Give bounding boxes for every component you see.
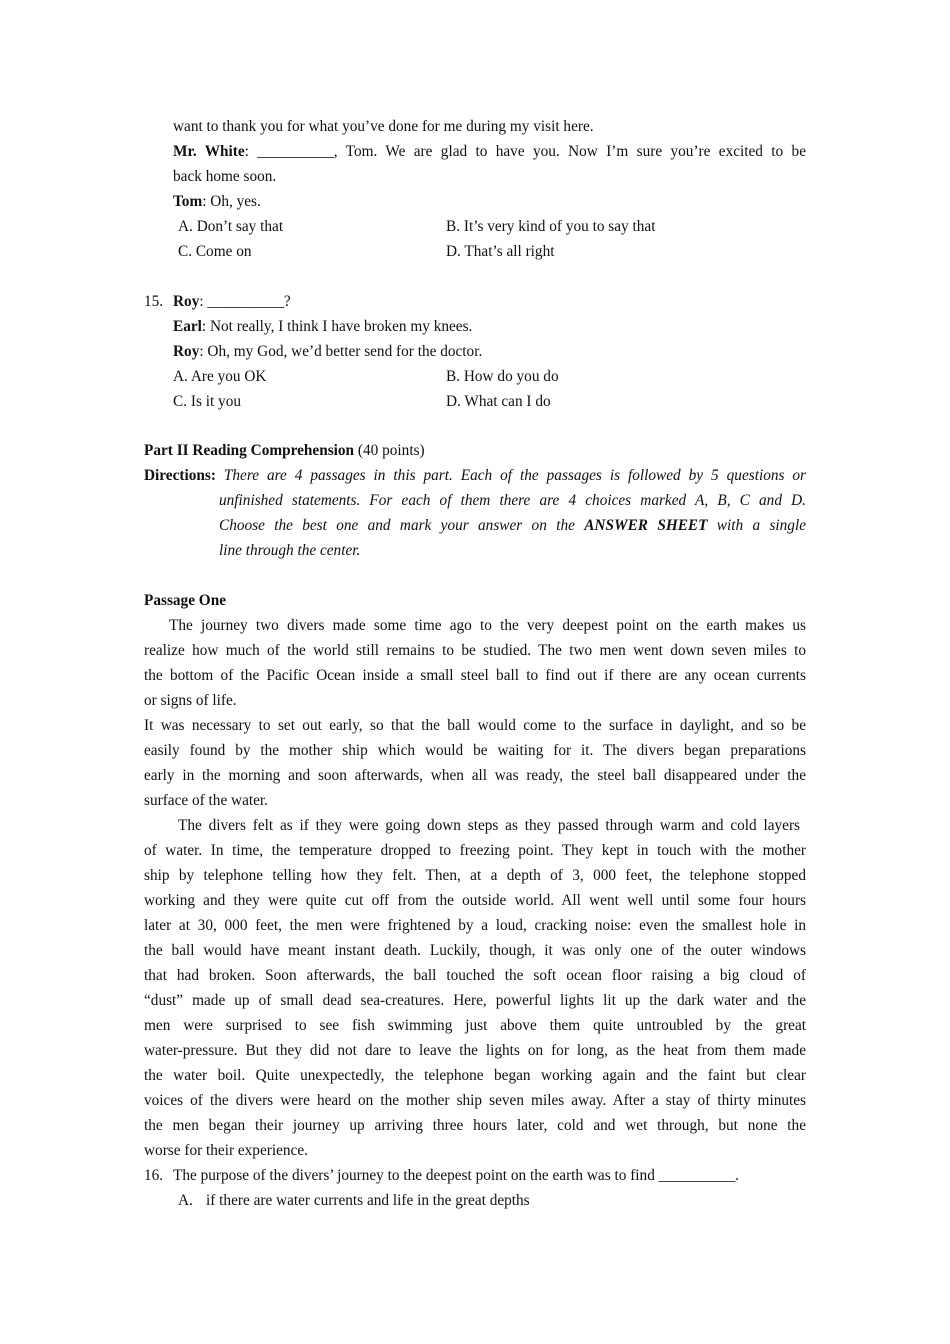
q15-number: 15. xyxy=(144,293,164,310)
passage-line: the bottom of the Pacific Ocean inside a small steel ball to find out if there are any ocean currents xyxy=(144,667,806,684)
q16-stem: The purpose of the divers’ journey to the deepest point on the earth was to find __________. xyxy=(173,1167,739,1184)
passage-title: Passage One xyxy=(144,592,227,609)
passage-line: or signs of life. xyxy=(144,692,237,709)
q14-white-line xyxy=(173,140,806,165)
earl-text: : Not really, I think I have broken my knees. xyxy=(201,318,473,335)
passage-line: worse for their experience. xyxy=(144,1142,308,1159)
q15-roy-line xyxy=(173,290,291,315)
q16-option-a-text: if there are water currents and life in the great depths xyxy=(206,1192,530,1209)
speaker-roy: Roy xyxy=(173,293,200,310)
tom-text: : Oh, yes. xyxy=(202,193,261,210)
passage-line: The divers felt as if they were going down steps as they passed through warm and cold layers xyxy=(178,817,800,834)
part2-title: Part II Reading Comprehension xyxy=(144,442,355,459)
q14-option-a: A. Don’t say that xyxy=(178,218,284,235)
speaker-tom: Tom xyxy=(173,193,203,210)
part2-heading xyxy=(144,439,425,464)
q14-option-c: C. Come on xyxy=(178,243,252,260)
passage-line: that had broken. Soon afterwards, the ball touched the soft ocean floor raising a big cloud of xyxy=(144,967,806,984)
q16-number: 16. xyxy=(144,1167,164,1184)
answer-sheet-emphasis: ANSWER SHEET xyxy=(584,517,708,534)
q15-option-d: D. What can I do xyxy=(446,393,551,410)
directions-line1 xyxy=(144,464,806,489)
q14-tom-line xyxy=(173,190,261,215)
speaker-roy-2: Roy xyxy=(173,343,200,360)
q15-earl-line xyxy=(173,315,472,340)
q15-roy2-line xyxy=(173,340,482,365)
white-text: : __________, Tom. We are glad to have you. Now I’m sure you’re excited to be xyxy=(244,143,806,160)
q15-option-c: C. Is it you xyxy=(173,393,241,410)
directions-line2: unfinished statements. For each of them there are 4 choices marked A, B, C and D. xyxy=(219,492,806,509)
roy-text: : __________? xyxy=(199,293,291,310)
passage-line: “dust” made up of small dead sea-creatures. Here, powerful lights lit up the dark water and the xyxy=(144,992,806,1009)
passage-line: It was necessary to set out early, so that the ball would come to the surface in daylight, and so be xyxy=(144,717,806,734)
q15-option-a: A. Are you OK xyxy=(173,368,267,385)
passage-line: working and they were quite cut off from the outside world. All went well until some four hours xyxy=(144,892,806,909)
part2-points: (40 points) xyxy=(354,442,425,459)
passage-line: surface of the water. xyxy=(144,792,269,809)
passage-line: men were surprised to see fish swimming just above them quite untroubled by the great xyxy=(144,1017,806,1034)
directions-text-3: Choose the best one and mark your answer on the xyxy=(219,517,585,534)
passage-line: later at 30, 000 feet, the men were frightened by a loud, cracking noise: even the smallest hole in xyxy=(144,917,806,934)
passage-line: the water boil. Quite unexpectedly, the telephone began working again and the faint but clear xyxy=(144,1067,806,1084)
passage-line: early in the morning and soon afterwards, when all was ready, the steel ball disappeared under the xyxy=(144,767,806,784)
q14-option-b: B. It’s very kind of you to say that xyxy=(446,218,656,235)
passage-line: the men began their journey up arriving three hours later, cold and wet through, but none the xyxy=(144,1117,806,1134)
passage-line: easily found by the mother ship which would be waiting for it. The divers began preparations xyxy=(144,742,806,759)
passage-line: voices of the divers were heard on the mother ship seven miles away. After a stay of thirty minutes xyxy=(144,1092,806,1109)
q16-option-a-letter: A. xyxy=(178,1192,193,1209)
passage-line: realize how much of the world still remains to be studied. The two men went down seven miles to xyxy=(144,642,806,659)
directions-text-3b: with a single xyxy=(707,517,806,534)
q14-line1: want to thank you for what you’ve done for me during my visit here. xyxy=(173,118,594,135)
q15-option-b: B. How do you do xyxy=(446,368,559,385)
speaker-mr-white: Mr. White xyxy=(173,143,245,160)
directions-text-1: There are 4 passages in this part. Each of the passages is followed by 5 questions or xyxy=(215,467,806,484)
q14-option-d: D. That’s all right xyxy=(446,243,555,260)
directions-line4: line through the center. xyxy=(219,542,361,559)
roy2-text: : Oh, my God, we’d better send for the doctor. xyxy=(199,343,483,360)
passage-line: ship by telephone telling how they felt. Then, at a depth of 3, 000 feet, the telephone stopped xyxy=(144,867,806,884)
passage-line: of water. In time, the temperature dropped to freezing point. They kept in touch with the mother xyxy=(144,842,806,859)
passage-line: water-pressure. But they did not dare to leave the lights on for long, as the heat from them made xyxy=(144,1042,806,1059)
passage-line: The journey two divers made some time ago to the very deepest point on the earth makes us xyxy=(169,617,806,634)
directions-line3 xyxy=(219,514,806,539)
passage-line: the ball would have meant instant death. Luckily, though, it was only one of the outer windows xyxy=(144,942,806,959)
directions-label: Directions: xyxy=(144,467,216,484)
q14-white-line2: back home soon. xyxy=(173,168,277,185)
speaker-earl: Earl xyxy=(173,318,202,335)
